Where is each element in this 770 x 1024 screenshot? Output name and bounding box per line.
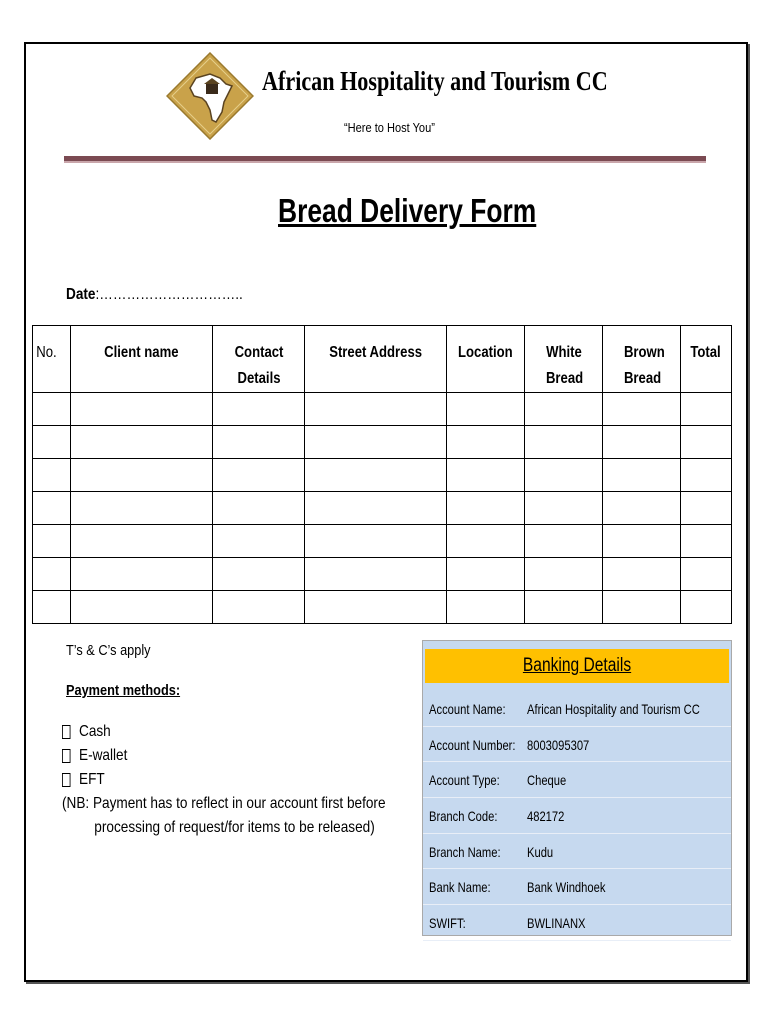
payment-method-item xyxy=(62,744,386,768)
banking-detail-row xyxy=(423,762,731,798)
payment-note-line: (NB: Payment has to reflect in our account first before xyxy=(62,795,386,812)
checkbox-icon[interactable] xyxy=(62,773,71,787)
table-cell[interactable] xyxy=(447,492,525,525)
table-cell[interactable] xyxy=(305,426,447,459)
delivery-table xyxy=(32,325,732,624)
table-cell[interactable] xyxy=(213,591,305,624)
date-field[interactable] xyxy=(66,286,243,304)
table-cell[interactable] xyxy=(213,525,305,558)
table-cell[interactable] xyxy=(447,459,525,492)
table-cell[interactable] xyxy=(71,492,213,525)
column-header-total: Total xyxy=(681,326,732,393)
banking-detail-row xyxy=(423,727,731,763)
table-cell[interactable] xyxy=(603,426,681,459)
table-cell[interactable] xyxy=(33,591,71,624)
banking-detail-row xyxy=(423,905,731,941)
banking-detail-row xyxy=(423,869,731,905)
form-title: Bread Delivery Form xyxy=(278,192,537,229)
table-cell[interactable] xyxy=(447,393,525,426)
column-header-white-bread: White Bread xyxy=(525,326,603,393)
table-cell[interactable] xyxy=(681,591,732,624)
banking-details-title: Banking Details xyxy=(425,649,729,683)
banking-detail-label: Account Type: xyxy=(429,772,500,789)
payment-methods-list xyxy=(62,720,386,840)
payment-note-line: processing of request/for items to be released) xyxy=(94,819,375,836)
table-row xyxy=(33,459,732,492)
africa-logo-icon xyxy=(166,52,254,140)
payment-methods-title: Payment methods: xyxy=(66,682,181,699)
table-cell[interactable] xyxy=(305,393,447,426)
column-header-contact-details: Contact Details xyxy=(213,326,305,393)
banking-detail-value: 8003095307 xyxy=(527,736,590,753)
table-cell[interactable] xyxy=(305,558,447,591)
date-blank: :………………………….. xyxy=(95,286,243,303)
table-cell[interactable] xyxy=(71,426,213,459)
table-row xyxy=(33,558,732,591)
banking-detail-value: African Hospitality and Tourism CC xyxy=(527,701,700,717)
column-header-street-address: Street Address xyxy=(305,326,447,393)
table-cell[interactable] xyxy=(305,591,447,624)
column-header-no: No. xyxy=(33,326,71,393)
payment-method-label: E-wallet xyxy=(79,747,128,764)
column-header-client-name: Client name xyxy=(71,326,213,393)
table-row xyxy=(33,426,732,459)
table-cell[interactable] xyxy=(525,426,603,459)
table-cell[interactable] xyxy=(525,591,603,624)
payment-method-label: Cash xyxy=(79,723,111,740)
table-cell[interactable] xyxy=(213,459,305,492)
banking-detail-row xyxy=(423,834,731,870)
table-cell[interactable] xyxy=(71,525,213,558)
table-cell[interactable] xyxy=(681,459,732,492)
table-cell[interactable] xyxy=(33,558,71,591)
table-cell[interactable] xyxy=(33,426,71,459)
banking-detail-value: Bank Windhoek xyxy=(527,879,606,896)
banking-detail-label: Account Number: xyxy=(429,736,516,753)
table-cell[interactable] xyxy=(33,459,71,492)
banking-detail-value: 482172 xyxy=(527,808,565,825)
banking-detail-value: BWLINANX xyxy=(527,915,586,932)
banking-detail-label: SWIFT: xyxy=(429,915,466,932)
column-header-brown-bread: Brown Bread xyxy=(603,326,681,393)
table-cell[interactable] xyxy=(305,459,447,492)
column-header-location: Location xyxy=(447,326,525,393)
table-cell[interactable] xyxy=(71,591,213,624)
payment-method-item xyxy=(62,720,386,744)
table-cell[interactable] xyxy=(33,492,71,525)
banking-detail-row xyxy=(423,798,731,834)
banking-detail-value: Cheque xyxy=(527,772,567,789)
banking-detail-row xyxy=(423,691,731,727)
table-cell[interactable] xyxy=(525,558,603,591)
table-cell[interactable] xyxy=(681,492,732,525)
table-cell[interactable] xyxy=(447,558,525,591)
table-row xyxy=(33,525,732,558)
table-cell[interactable] xyxy=(213,393,305,426)
table-cell[interactable] xyxy=(681,393,732,426)
banking-details-panel xyxy=(422,640,732,936)
table-cell[interactable] xyxy=(681,558,732,591)
table-cell[interactable] xyxy=(447,591,525,624)
banking-detail-value: Kudu xyxy=(527,843,554,860)
banking-detail-label: Branch Code: xyxy=(429,808,498,825)
payment-method-item xyxy=(62,768,386,792)
company-tagline: “Here to Host You” xyxy=(344,120,435,135)
table-cell[interactable] xyxy=(71,459,213,492)
checkbox-icon[interactable] xyxy=(62,749,71,763)
payment-note xyxy=(62,792,386,840)
table-cell[interactable] xyxy=(681,426,732,459)
payment-method-label: EFT xyxy=(79,771,105,788)
table-cell[interactable] xyxy=(603,525,681,558)
table-row xyxy=(33,591,732,624)
table-cell[interactable] xyxy=(447,525,525,558)
table-cell[interactable] xyxy=(681,525,732,558)
table-cell[interactable] xyxy=(33,525,71,558)
table-cell[interactable] xyxy=(71,558,213,591)
terms-note: T’s & C’s apply xyxy=(66,642,151,659)
table-cell[interactable] xyxy=(603,393,681,426)
table-row xyxy=(33,492,732,525)
table-cell[interactable] xyxy=(525,492,603,525)
table-cell[interactable] xyxy=(603,459,681,492)
banking-detail-label: Account Name: xyxy=(429,701,506,717)
table-cell[interactable] xyxy=(71,393,213,426)
table-cell[interactable] xyxy=(305,525,447,558)
table-cell[interactable] xyxy=(603,591,681,624)
table-header-row xyxy=(33,326,732,393)
header-divider xyxy=(64,156,706,163)
table-cell[interactable] xyxy=(603,558,681,591)
table-cell[interactable] xyxy=(525,459,603,492)
table-cell[interactable] xyxy=(305,492,447,525)
table-cell[interactable] xyxy=(213,558,305,591)
table-cell[interactable] xyxy=(525,393,603,426)
date-label: Date xyxy=(66,286,96,303)
table-cell[interactable] xyxy=(603,492,681,525)
table-cell[interactable] xyxy=(525,525,603,558)
company-name: African Hospitality and Tourism CC xyxy=(262,66,608,96)
banking-detail-label: Branch Name: xyxy=(429,843,501,860)
banking-detail-label: Bank Name: xyxy=(429,879,491,896)
table-cell[interactable] xyxy=(213,426,305,459)
checkbox-icon[interactable] xyxy=(62,725,71,739)
table-cell[interactable] xyxy=(213,492,305,525)
table-row xyxy=(33,393,732,426)
table-cell[interactable] xyxy=(33,393,71,426)
table-cell[interactable] xyxy=(447,426,525,459)
